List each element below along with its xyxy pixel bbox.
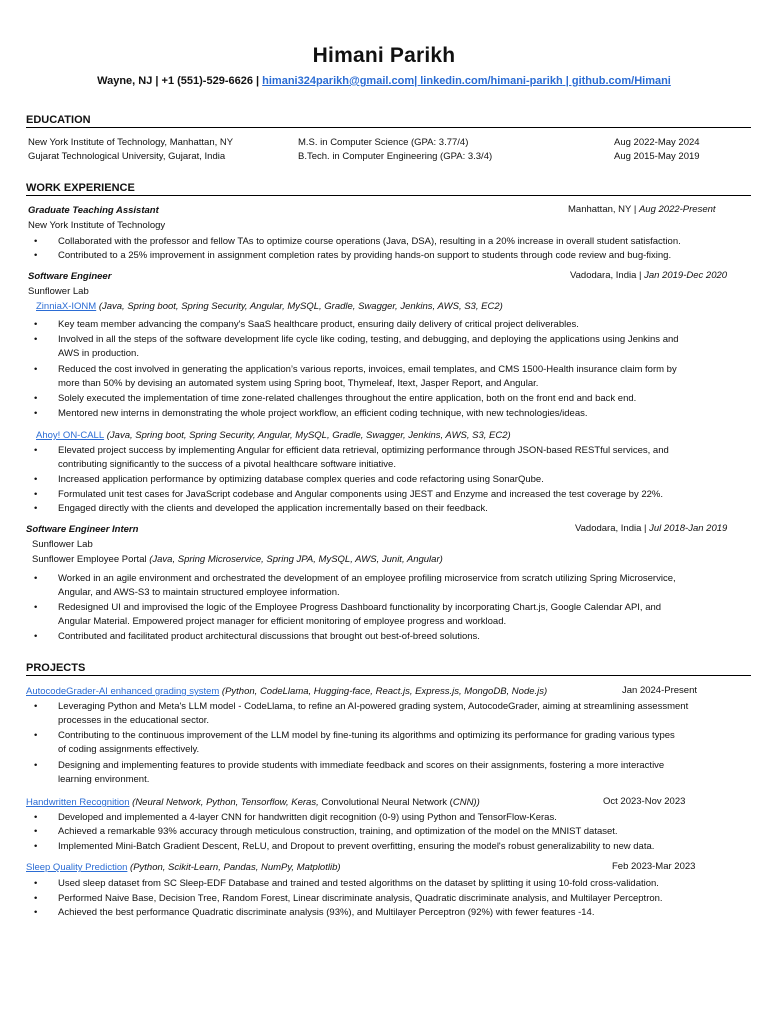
- list-item: • Achieved a remarkable 93% accuracy through meticulous construction, training, and optimization of the model on the MNIST dataset.: [34, 826, 618, 837]
- list-item: • Contributed and facilitated product architectural discussions that brought out best-of-breed solutions.: [34, 631, 480, 642]
- list-item: • Contributed to a 25% improvement in assignment completion rates by providing hands-on support to students through code review and bug-fixing.: [34, 250, 672, 261]
- list-item: • Mentored new interns in demonstrating the whole project workflow, an efficient coding technique, with new technologies/ideas.: [34, 408, 588, 419]
- email-link[interactable]: himani324parikh@gmail.com: [262, 75, 415, 87]
- edu-degree-1: M.S. in Computer Science (GPA: 3.77/4): [298, 137, 469, 148]
- gta-title: Graduate Teaching Assistant: [28, 205, 159, 216]
- swe-location: Vadodara, India |: [570, 270, 645, 281]
- list-item: • Engaged directly with the clients and developed the application incrementally based on their feedback.: [34, 503, 488, 514]
- list-item-continued: AWS in production.: [58, 348, 139, 359]
- list-item-continued: processes in the educational sector.: [58, 715, 210, 726]
- list-item: • Reduced the cost involved in generating the application’s various reports, invoices, email templates, and CMS 1500-Health insurance claim form by: [34, 364, 677, 375]
- project-2-header: [26, 796, 480, 809]
- gta-location-dates: [568, 204, 716, 215]
- zinniax-stack: (Java, Spring boot, Spring Security, Angular, MySQL, Gradle, Swagger, Jenkins, AWS, S3, EC2): [96, 301, 503, 312]
- intern-stack: (Java, Spring Microservice, Spring JPA, MySQL, AWS, Junit, Angular): [149, 554, 443, 565]
- intern-title: Software Engineer Intern: [26, 524, 139, 535]
- swe-dates: Jan 2019-Dec 2020: [644, 270, 728, 281]
- list-item: • Implemented Mini-Batch Gradient Descent, ReLU, and Dropout to prevent overfitting, ensuring the model's robust generalizability to new data.: [34, 841, 655, 852]
- swe-project-1: [36, 300, 503, 313]
- list-item: • Contributing to the continuous improvement of the LLM model by fine-tuning its algorithms and optimizing its performance for grading various types: [34, 730, 675, 741]
- list-item-continued: contributing significantly to the success of a pivotal healthcare software initiative.: [58, 459, 396, 470]
- swe-project-2: [36, 429, 511, 442]
- gta-org: New York Institute of Technology: [28, 220, 166, 231]
- list-item: • Designing and implementing features to provide students with immediate feedback and scores on their assignments, fostering a more interactive: [34, 760, 665, 771]
- handwritten-stack-plain: Convolutional Neural Network (: [321, 797, 453, 808]
- list-item-continued: Angular, and AWS-S3 to maintain structured employee information.: [58, 587, 340, 598]
- list-item-continued: of coding assignments effectively.: [58, 744, 200, 755]
- list-item-continued: Angular Material. Empowered project manager for efficient monitoring of employee progress and workload.: [58, 616, 507, 627]
- edu-school-1: New York Institute of Technology, Manhattan, NY: [28, 137, 234, 148]
- swe-title: Software Engineer: [28, 271, 112, 282]
- intern-location: Vadodara, India |: [575, 523, 650, 534]
- zinniax-link[interactable]: ZinniaX-IONM: [36, 301, 97, 312]
- project-1-dates: Jan 2024-Present: [622, 685, 697, 696]
- intern-project: [32, 553, 443, 566]
- intern-dates: Jul 2018-Jan 2019: [649, 523, 728, 534]
- gta-location: Manhattan, NY |: [568, 204, 639, 215]
- list-item: • Worked in an agile environment and orchestrated the development of an employee profiling microservice from scratch utilizing Spring Microservice,: [34, 573, 676, 584]
- sleep-quality-stack: (Python, Scikit-Learn, Pandas, NumPy, Matplotlib): [127, 862, 341, 873]
- linkedin-link[interactable]: | linkedin.com/himani-parikh: [414, 75, 563, 87]
- projects-heading: PROJECTS: [26, 662, 751, 676]
- list-item: • Elevated project success by implementing Angular for efficient data retrieval, optimizing performance through JSON-based RESTful services, and: [34, 445, 669, 456]
- list-item: • Involved in all the steps of the software development life cycle like coding, testing, and debugging, and deploying the applications using Jenkins and: [34, 334, 679, 345]
- autocodegrader-stack: (Python, CodeLlama, Hugging-face, React.js, Express.js, MongoDB, Node.js): [219, 686, 548, 697]
- project-1-header: [26, 685, 547, 698]
- gta-dates: Aug 2022-Present: [638, 204, 716, 215]
- list-item: • Used sleep dataset from SC Sleep-EDF Database and trained and tested algorithms on the dataset by splitting it using 10-fold cross-validation.: [34, 878, 659, 889]
- project-3-header: [26, 861, 341, 874]
- intern-project-name: Sunflower Employee Portal: [32, 554, 150, 565]
- list-item-continued: learning environment.: [58, 774, 150, 785]
- swe-location-dates: [570, 270, 727, 281]
- list-item: • Key team member advancing the company's SaaS healthcare product, ensuring daily delivery of critical project deliverables.: [34, 319, 579, 330]
- education-heading: EDUCATION: [26, 114, 751, 128]
- project-3-dates: Feb 2023-Mar 2023: [612, 861, 696, 872]
- intern-org: Sunflower Lab: [32, 539, 93, 550]
- edu-dates-2: Aug 2015-May 2019: [614, 151, 700, 162]
- edu-degree-2: B.Tech. in Computer Engineering (GPA: 3.3/4): [298, 151, 493, 162]
- contact-location-phone: Wayne, NJ | +1 (551)-529-6626 |: [97, 75, 263, 87]
- list-item: • Developed and implemented a 4-layer CNN for handwritten digit recognition (0-9) using Python and TensorFlow-Keras.: [34, 812, 557, 823]
- ahoy-link[interactable]: Ahoy! ON-CALL: [36, 430, 105, 441]
- sleep-quality-link[interactable]: Sleep Quality Prediction: [26, 862, 128, 873]
- list-item: • Redesigned UI and improvised the logic of the Employee Progress Dashboard functionality by incorporating Chart.js, Google Calendar API, and: [34, 602, 662, 613]
- edu-dates-1: Aug 2022-May 2024: [614, 137, 700, 148]
- list-item: • Solely executed the implementation of time zone-related challenges throughout the entire application, both on the front end and back end.: [34, 393, 637, 404]
- list-item: • Leveraging Python and Meta's LLM model - CodeLlama, to refine an AI-powered grading system, AutocodeGrader, aiming at streamlining assessment: [34, 701, 689, 712]
- list-item-continued: more than 50% by devising an automated system using Spring boot, Thymeleaf, Itext, Jasper Report, and Angular.: [58, 378, 539, 389]
- github-link[interactable]: | github.com/Himani: [562, 75, 671, 87]
- list-item: • Performed Naive Base, Decision Tree, Random Forest, Linear discriminate analysis, Quadratic discriminate analysis, and Multilayer Perceptron.: [34, 893, 663, 904]
- handwritten-link[interactable]: Handwritten Recognition: [26, 797, 130, 808]
- list-item: • Collaborated with the professor and fellow TAs to optimize course operations (Java, DSA), resulting in a 20% increase in overall student satisfaction.: [34, 236, 681, 247]
- handwritten-stack-end: CNN)): [452, 797, 480, 808]
- intern-location-dates: [575, 523, 727, 534]
- edu-school-2: Gujarat Technological University, Gujarat, India: [28, 151, 226, 162]
- list-item: • Increased application performance by optimizing database complex queries and code refactoring using SonarQube.: [34, 474, 544, 485]
- list-item: • Achieved the best performance Quadratic discriminate analysis (93%), and Multilayer Perceptron (92%) with fewer features -14.: [34, 907, 595, 918]
- handwritten-stack: (Neural Network, Python, Tensorflow, Keras,: [129, 797, 322, 808]
- list-item: • Formulated unit test cases for JavaScript codebase and Angular components using JEST and Enzyme and increased the test coverage by 22%.: [34, 489, 664, 500]
- swe-org: Sunflower Lab: [28, 286, 89, 297]
- work-heading: WORK EXPERIENCE: [26, 182, 751, 196]
- contact-line: [0, 75, 768, 87]
- autocodegrader-link[interactable]: AutocodeGrader-AI enhanced grading system: [26, 686, 220, 697]
- ahoy-stack: (Java, Spring boot, Spring Security, Angular, MySQL, Gradle, Swagger, Jenkins, AWS, S3, EC2): [104, 430, 511, 441]
- candidate-name: Himani Parikh: [312, 44, 456, 67]
- project-2-dates: Oct 2023-Nov 2023: [603, 796, 686, 807]
